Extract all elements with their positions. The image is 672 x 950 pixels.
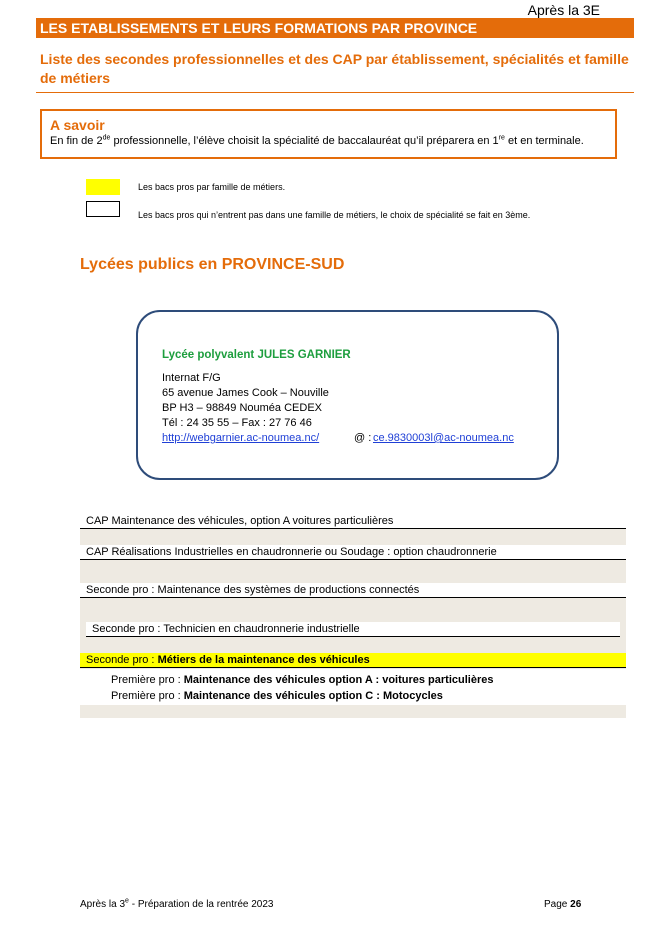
section-title: Lycées publics en PROVINCE-SUD (80, 256, 345, 273)
premiere-row-option-a: Première pro : Maintenance des véhicules option A : voitures particulières (111, 674, 494, 686)
school-postbox: BP H3 – 98849 Nouméa CEDEX (162, 402, 322, 414)
school-name: Lycée polyvalent JULES GARNIER (162, 349, 351, 361)
school-email-link[interactable]: ce.9830003l@ac-noumea.nc (373, 432, 514, 444)
a-savoir-title: A savoir (50, 117, 105, 133)
premiere-row-option-c: Première pro : Maintenance des véhicules option C : Motocycles (111, 690, 443, 702)
email-label: @ : (354, 432, 372, 444)
a-savoir-text: En fin de 2de professionnelle, l’élève choisit la spécialité de baccalauréat qu’il préparera en 1re et en terminale. (50, 134, 584, 147)
a-savoir-box (40, 109, 617, 159)
formation-row-cap-chaudronnerie: CAP Réalisations Industrielles en chaudronnerie ou Soudage : option chaudronnerie (80, 545, 626, 560)
formation-row-seconde-chaudronnerie: Seconde pro : Technicien en chaudronnerie industrielle (86, 622, 620, 637)
school-boarding: Internat F/G (162, 372, 221, 384)
school-address: 65 avenue James Cook – Nouville (162, 387, 329, 399)
school-phone: Tél : 24 35 55 – Fax : 27 76 46 (162, 417, 312, 429)
legend-swatch-white (86, 201, 120, 217)
formation-row-family-vehicules: Seconde pro : Métiers de la maintenance des véhicules (80, 653, 626, 668)
page-number: Page 26 (544, 899, 582, 910)
footer-label: Après la 3e - Préparation de la rentrée 2023 (80, 897, 274, 910)
formation-row-cap-vehicules: CAP Maintenance des véhicules, option A voitures particulières (80, 514, 626, 529)
legend-text-family: Les bacs pros par famille de métiers. (138, 182, 286, 192)
subtitle-divider (36, 92, 634, 93)
page-banner: LES ETABLISSEMENTS ET LEURS FORMATIONS PAR PROVINCE (36, 18, 634, 38)
corner-label: Après la 3E (527, 2, 600, 18)
formation-row-seconde-systemes: Seconde pro : Maintenance des systèmes de productions connectés (80, 583, 626, 598)
page-subtitle: Liste des secondes professionnelles et des CAP par établissement, spécialités et famille de métiers (40, 51, 629, 86)
legend-swatch-yellow (86, 179, 120, 195)
legend-text-no-family: Les bacs pros qui n’entrent pas dans une famille de métiers, le choix de spécialité se fait en 3ème. (138, 210, 531, 220)
school-website-link[interactable]: http://webgarnier.ac-noumea.nc/ (162, 432, 320, 444)
